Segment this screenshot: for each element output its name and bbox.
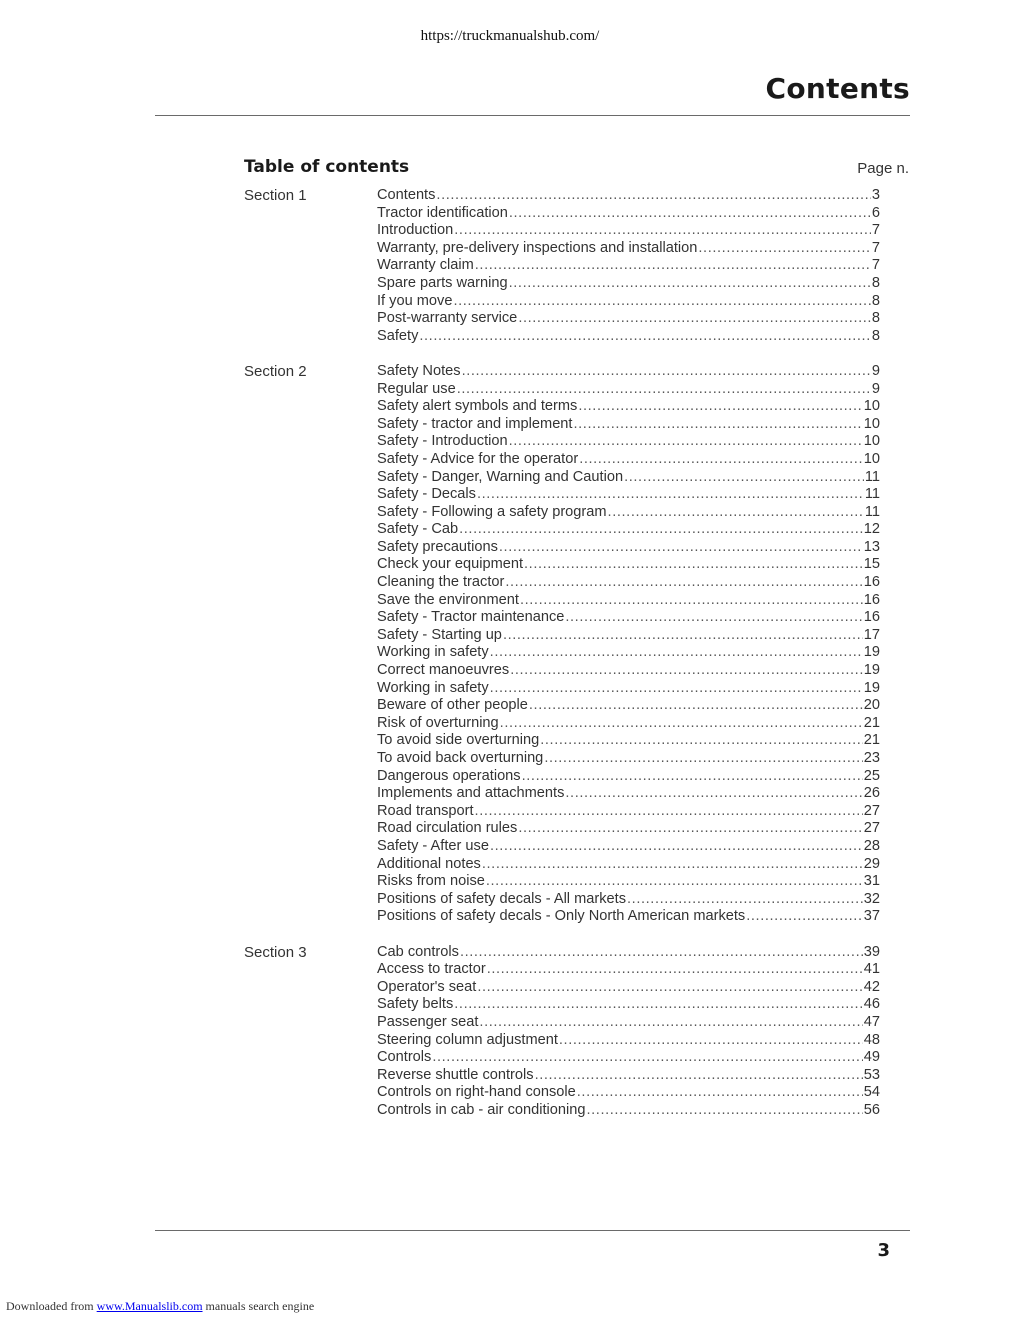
toc-entry-page: 12: [863, 521, 880, 538]
toc-entry-page: 16: [863, 609, 880, 626]
toc-entry-title: Safety - Starting up: [377, 626, 502, 643]
toc-entry[interactable]: [377, 820, 880, 838]
toc-entry-title: Spare parts warning: [377, 274, 508, 291]
toc-entry[interactable]: [377, 785, 880, 803]
footer-prefix: Downloaded from: [6, 1299, 94, 1313]
page-number: 3: [877, 1240, 890, 1261]
toc-entry-title: Risk of overturning: [377, 714, 499, 731]
toc-entry[interactable]: [377, 469, 880, 487]
toc-entry-list: [377, 944, 880, 1120]
toc-entry-title: Safety belts: [377, 996, 454, 1013]
dot-leader: [608, 504, 864, 522]
dot-leader: [746, 908, 863, 926]
table-of-contents: [0, 187, 1020, 1137]
footer-suffix: manuals search engine: [205, 1299, 315, 1313]
toc-entry-title: Controls: [377, 1049, 432, 1066]
dot-leader: [487, 961, 863, 979]
toc-entry-page: 32: [863, 890, 880, 907]
toc-entry[interactable]: [377, 433, 880, 451]
dot-leader: [462, 363, 871, 381]
toc-entry-page: 47: [863, 1013, 880, 1030]
toc-entry-page: 46: [863, 996, 880, 1013]
dot-leader: [477, 979, 862, 997]
dot-leader: [459, 521, 863, 539]
toc-entry-title: Check your equipment: [377, 556, 524, 573]
toc-entry-title: Working in safety: [377, 679, 489, 696]
toc-entry[interactable]: [377, 803, 880, 821]
toc-entry-title: Road circulation rules: [377, 820, 518, 837]
toc-entry[interactable]: [377, 996, 880, 1014]
toc-entry-page: 28: [863, 837, 880, 854]
toc-section: [0, 187, 1020, 345]
toc-entry-title: Tractor identification: [377, 204, 508, 221]
toc-entry[interactable]: [377, 574, 880, 592]
section-label: Section 3: [244, 943, 307, 961]
toc-entry-page: 9: [871, 380, 880, 397]
toc-entry-title: Working in safety: [377, 644, 489, 661]
dot-leader: [500, 715, 863, 733]
page-column-label: Page n.: [857, 160, 909, 177]
dot-leader: [477, 486, 864, 504]
toc-entry[interactable]: [377, 961, 880, 979]
toc-entry[interactable]: [377, 662, 880, 680]
toc-entry-title: Safety - Cab: [377, 521, 459, 538]
toc-entry[interactable]: [377, 944, 880, 962]
toc-entry-title: Regular use: [377, 380, 456, 397]
toc-entry-page: 8: [871, 274, 880, 291]
toc-entry-page: 15: [863, 556, 880, 573]
toc-entry-title: Introduction: [377, 222, 454, 239]
toc-entry-title: Road transport: [377, 802, 474, 819]
toc-entry[interactable]: [377, 504, 880, 522]
toc-entry-title: Safety: [377, 327, 419, 344]
toc-entry-title: To avoid side overturning: [377, 732, 540, 749]
toc-entry[interactable]: [377, 539, 880, 557]
bottom-divider: [155, 1230, 910, 1231]
toc-entry-page: 21: [863, 732, 880, 749]
toc-entry[interactable]: [377, 416, 880, 434]
dot-leader: [573, 416, 862, 434]
toc-entry-title: Safety precautions: [377, 538, 498, 555]
top-divider: [155, 115, 910, 116]
toc-entry-page: 6: [871, 204, 880, 221]
toc-entry-page: 25: [863, 767, 880, 784]
toc-entry-title: Warranty claim: [377, 257, 474, 274]
toc-entry[interactable]: [377, 609, 880, 627]
toc-entry[interactable]: [377, 222, 880, 240]
dot-leader: [475, 257, 871, 275]
toc-entry-page: 54: [863, 1084, 880, 1101]
toc-entry-title: Beware of other people: [377, 697, 528, 714]
toc-entry-title: Additional notes: [377, 855, 481, 872]
toc-entry-page: 10: [863, 398, 880, 415]
dot-leader: [454, 996, 863, 1014]
toc-entry[interactable]: [377, 592, 880, 610]
toc-entry-title: Safety - Tractor maintenance: [377, 609, 565, 626]
dot-leader: [505, 574, 862, 592]
dot-leader: [499, 539, 863, 557]
toc-entry-page: 7: [871, 222, 880, 239]
toc-entry-page: 9: [871, 362, 880, 379]
toc-entry-title: Safety Notes: [377, 362, 461, 379]
toc-entry-page: 19: [863, 679, 880, 696]
toc-entry[interactable]: [377, 908, 880, 926]
toc-entry[interactable]: [377, 627, 880, 645]
dot-leader: [453, 293, 870, 311]
toc-entry-title: Safety - Advice for the operator: [377, 450, 579, 467]
toc-entry-title: If you move: [377, 292, 453, 309]
toc-entry-title: Reverse shuttle controls: [377, 1066, 534, 1083]
dot-leader: [419, 328, 871, 346]
dot-leader: [490, 838, 863, 856]
toc-entry-page: 17: [863, 626, 880, 643]
toc-entry[interactable]: [377, 697, 880, 715]
toc-entry-title: Warranty, pre-delivery inspections and installation: [377, 239, 698, 256]
dot-leader: [490, 680, 863, 698]
toc-entry-page: 10: [863, 450, 880, 467]
toc-entry-page: 8: [871, 327, 880, 344]
toc-entry[interactable]: [377, 310, 880, 328]
toc-entry-title: Save the environment: [377, 591, 519, 608]
toc-entry-title: Safety - tractor and implement: [377, 415, 573, 432]
toc-entry[interactable]: [377, 644, 880, 662]
toc-entry-page: 8: [871, 292, 880, 309]
dot-leader: [559, 1032, 863, 1050]
toc-entry-title: Cab controls: [377, 943, 459, 960]
toc-entry[interactable]: [377, 240, 880, 258]
toc-entry-page: 11: [864, 486, 880, 503]
toc-entry[interactable]: [377, 363, 880, 381]
toc-entry-title: Safety - Decals: [377, 486, 476, 503]
toc-entry[interactable]: [377, 398, 880, 416]
toc-entry-title: Access to tractor: [377, 961, 486, 978]
toc-entry-page: 37: [863, 908, 880, 925]
toc-entry[interactable]: [377, 257, 880, 275]
toc-entry[interactable]: [377, 873, 880, 891]
toc-entry-page: 16: [863, 574, 880, 591]
toc-entry[interactable]: [377, 856, 880, 874]
dot-leader: [577, 1084, 863, 1102]
dot-leader: [490, 644, 863, 662]
toc-entry-page: 26: [863, 785, 880, 802]
toc-entry[interactable]: [377, 486, 880, 504]
toc-entry[interactable]: [377, 381, 880, 399]
dot-leader: [624, 469, 864, 487]
dot-leader: [518, 820, 862, 838]
dot-leader: [578, 398, 862, 416]
dot-leader: [486, 873, 863, 891]
toc-entry-page: 19: [863, 644, 880, 661]
toc-entry[interactable]: [377, 521, 880, 539]
toc-entry-page: 11: [864, 503, 880, 520]
toc-entry-page: 20: [863, 697, 880, 714]
header-url: https://truckmanualshub.com/: [420, 28, 600, 44]
toc-entry-page: 31: [863, 873, 880, 890]
toc-entry-title: Post-warranty service: [377, 310, 518, 327]
toc-entry[interactable]: [377, 838, 880, 856]
toc-entry[interactable]: [377, 715, 880, 733]
toc-entry[interactable]: [377, 1032, 880, 1050]
dot-leader: [522, 768, 863, 786]
dot-leader: [535, 1067, 863, 1085]
section-label: Section 1: [244, 187, 307, 204]
dot-leader: [482, 856, 863, 874]
toc-entry-title: Risks from noise: [377, 873, 485, 890]
toc-entry-title: Contents: [377, 187, 436, 203]
section-label: Section 2: [244, 362, 307, 380]
dot-leader: [510, 662, 863, 680]
dot-leader: [432, 1049, 862, 1067]
toc-entry-page: 41: [863, 961, 880, 978]
toc-entry[interactable]: [377, 680, 880, 698]
dot-leader: [454, 222, 871, 240]
toc-entry[interactable]: [377, 768, 880, 786]
toc-entry[interactable]: [377, 556, 880, 574]
toc-entry-title: Positions of safety decals - Only North American markets: [377, 908, 746, 925]
toc-entry-title: Positions of safety decals - All markets: [377, 890, 627, 907]
dot-leader: [627, 891, 863, 909]
dot-leader: [524, 556, 863, 574]
toc-entry-page: 16: [863, 591, 880, 608]
dot-leader: [503, 627, 863, 645]
toc-entry-title: Operator's seat: [377, 978, 477, 995]
toc-entry[interactable]: [377, 205, 880, 223]
toc-entry-page: 19: [863, 662, 880, 679]
toc-entry-page: 48: [863, 1031, 880, 1048]
toc-entry-title: Safety - Danger, Warning and Caution: [377, 468, 624, 485]
toc-entry[interactable]: [377, 891, 880, 909]
toc-entry-title: To avoid back overturning: [377, 750, 544, 766]
toc-entry-page: 8: [871, 310, 880, 327]
toc-entry-page: 7: [871, 239, 880, 256]
toc-entry[interactable]: [377, 328, 880, 346]
toc-entry-page: 49: [863, 1049, 880, 1066]
dot-leader: [479, 1014, 862, 1032]
toc-entry-title: Passenger seat: [377, 1013, 479, 1030]
toc-entry-title: Steering column adjustment: [377, 1031, 558, 1048]
toc-section: [0, 363, 1020, 926]
toc-entry-title: Safety - Following a safety program: [377, 503, 607, 520]
toc-entry[interactable]: [377, 732, 880, 750]
toc-entry-page: 27: [863, 820, 880, 837]
dot-leader: [460, 944, 863, 962]
toc-entry[interactable]: [377, 187, 880, 205]
toc-entry-list: [377, 363, 880, 926]
toc-entry-title: Safety - After use: [377, 837, 489, 854]
toc-entry[interactable]: [377, 1014, 880, 1032]
manualslib-link[interactable]: www.Manualslib.com: [96, 1299, 203, 1313]
toc-entry-title: Controls on right-hand console: [377, 1084, 576, 1101]
toc-entry-page: 27: [863, 802, 880, 819]
toc-entry[interactable]: [377, 1049, 880, 1067]
toc-entry-page: 10: [863, 415, 880, 432]
dot-leader: [544, 750, 862, 768]
toc-entry-page: 13: [863, 538, 880, 555]
toc-entry-title: Correct manoeuvres: [377, 662, 510, 679]
dot-leader: [529, 697, 863, 715]
dot-leader: [565, 609, 862, 627]
dot-leader: [586, 1102, 862, 1120]
toc-entry-page: 7: [871, 257, 880, 274]
toc-entry-title: Controls in cab - air conditioning: [377, 1101, 586, 1118]
toc-entry[interactable]: [377, 451, 880, 469]
toc-entry-page: 53: [863, 1066, 880, 1083]
toc-entry-page: 29: [863, 855, 880, 872]
dot-leader: [509, 205, 871, 223]
toc-section: [0, 944, 1020, 1120]
toc-entry-title: Dangerous operations: [377, 767, 521, 784]
toc-entry-page: 21: [863, 714, 880, 731]
toc-entry[interactable]: [377, 1084, 880, 1102]
toc-entry-title: Safety alert symbols and terms: [377, 398, 578, 415]
toc-entry-page: 23: [863, 750, 880, 766]
toc-entry[interactable]: [377, 293, 880, 311]
toc-entry[interactable]: [377, 1067, 880, 1085]
dot-leader: [475, 803, 863, 821]
dot-leader: [540, 732, 863, 750]
dot-leader: [520, 592, 863, 610]
page-title: Contents: [765, 72, 910, 105]
dot-leader: [436, 187, 870, 205]
dot-leader: [579, 451, 863, 469]
dot-leader: [457, 381, 871, 399]
toc-entry-page: 3: [871, 187, 880, 203]
toc-heading: Table of contents: [244, 157, 410, 177]
dot-leader: [518, 310, 871, 328]
toc-entry[interactable]: [377, 750, 880, 768]
toc-entry[interactable]: [377, 1102, 880, 1120]
toc-entry-page: 10: [863, 433, 880, 450]
toc-entry[interactable]: [377, 275, 880, 293]
dot-leader: [698, 240, 870, 258]
toc-entry-page: 11: [864, 468, 880, 485]
toc-entry-title: Cleaning the tractor: [377, 574, 505, 591]
toc-entry-title: Safety - Introduction: [377, 433, 508, 450]
dot-leader: [509, 433, 863, 451]
download-footer: [6, 1299, 314, 1314]
toc-entry-list: [377, 187, 880, 345]
dot-leader: [565, 785, 862, 803]
toc-entry-page: 42: [863, 978, 880, 995]
toc-entry[interactable]: [377, 979, 880, 997]
toc-entry-page: 56: [863, 1101, 880, 1118]
toc-entry-page: 39: [863, 943, 880, 960]
toc-entry-title: Implements and attachments: [377, 785, 565, 802]
dot-leader: [509, 275, 871, 293]
